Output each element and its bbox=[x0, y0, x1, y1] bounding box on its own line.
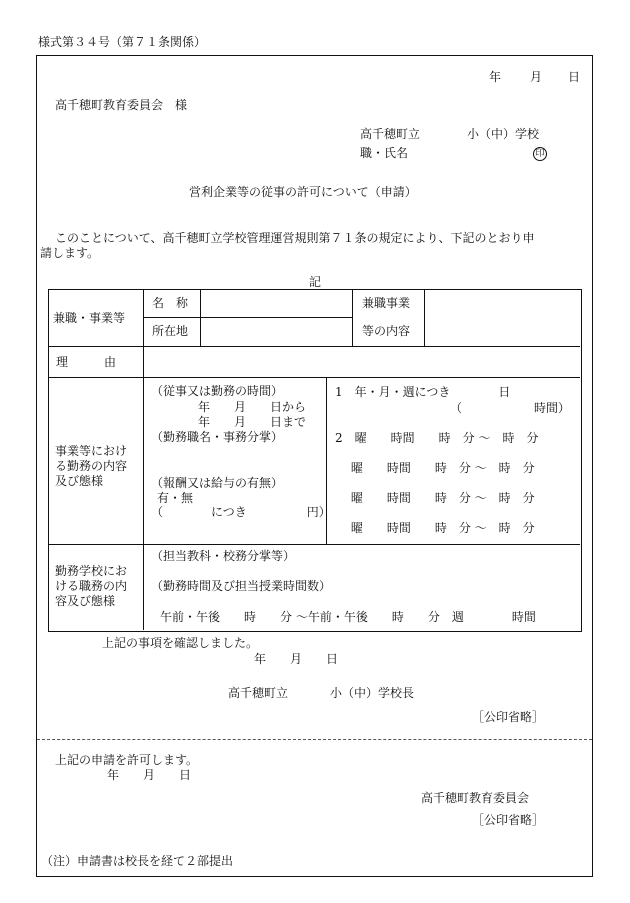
principal-suffix: 小（中）学校長 bbox=[330, 686, 415, 700]
hours-heading: （従事又は勤務の時間） bbox=[151, 384, 284, 398]
board-name: 高千穂町教育委員会 bbox=[421, 791, 530, 805]
approval-stamp-omitted: ［公印省略］ bbox=[472, 813, 545, 827]
date-day: 日 bbox=[568, 70, 581, 84]
date-year: 年 bbox=[489, 70, 502, 84]
schedule-item1-hours: （ 時間） bbox=[450, 401, 571, 415]
ki-label: 記 bbox=[309, 275, 322, 289]
title-name-label: 職・氏名 bbox=[360, 146, 409, 160]
addressee: 高千穂町教育委員会 様 bbox=[55, 98, 188, 112]
body-text-line2: 請します。 bbox=[40, 246, 100, 260]
confirmation-text: 上記の事項を確認しました。 bbox=[102, 636, 259, 650]
school-time-line: 午前・午後 時 分 ～午前・午後 時 分 週 時間 bbox=[160, 610, 536, 624]
side-job-label: 兼職・事業等 bbox=[53, 311, 126, 325]
applicant-school-suffix: 小（中）学校 bbox=[467, 127, 540, 141]
schedule-line-3: 曜 時間 時 分 ～ 時 分 bbox=[335, 491, 535, 505]
seal-mark: 印 bbox=[533, 146, 547, 161]
cut-line bbox=[37, 739, 592, 740]
hours-lessons-heading: （勤務時間及び担当授業時間数） bbox=[151, 579, 332, 593]
confirmation-stamp-omitted: ［公印省略］ bbox=[472, 710, 545, 724]
schedule-item1: 1 年・月・週につき 日 bbox=[335, 385, 511, 399]
work-label: 事業等におけ る勤務の内容 及び態様 bbox=[55, 444, 128, 488]
content-label-2: 等の内容 bbox=[362, 324, 411, 338]
pay-value: 有・無 bbox=[157, 491, 194, 505]
to-date-line: 年 月 日まで bbox=[198, 415, 307, 429]
document-title: 営利企業等の従事の許可について（申請） bbox=[189, 185, 417, 199]
date-month: 月 bbox=[530, 70, 543, 84]
schedule-line-1: 2 曜 時間 時 分 ～ 時 分 bbox=[335, 431, 539, 445]
footnote: （注）申請書は校長を経て２部提出 bbox=[41, 854, 234, 868]
from-date-line: 年 月 日から bbox=[198, 400, 307, 414]
duty-heading: （勤務職名・事務分掌） bbox=[151, 430, 284, 444]
content-label-1: 兼職事業 bbox=[362, 296, 411, 310]
name-label: 名 称 bbox=[152, 296, 189, 310]
subjects-heading: （担当教科・校務分掌等） bbox=[151, 549, 296, 563]
approval-date: 年 月 日 bbox=[107, 768, 192, 782]
pay-line: （ につき 円） bbox=[151, 505, 331, 519]
school-label: 勤務学校にお ける職務の内 容及び態様 bbox=[55, 564, 128, 608]
approval-text: 上記の申請を許可します。 bbox=[55, 753, 199, 767]
principal-prefix: 高千穂町立 bbox=[228, 686, 289, 700]
schedule-line-2: 曜 時間 時 分 ～ 時 分 bbox=[335, 461, 535, 475]
reason-label: 理 由 bbox=[56, 355, 117, 369]
form-number: 様式第３４号（第７１条関係） bbox=[38, 35, 207, 49]
schedule-line-4: 曜 時間 時 分 ～ 時 分 bbox=[335, 521, 535, 535]
pay-heading: （報酬又は給与の有無） bbox=[151, 476, 284, 490]
confirmation-date: 年 月 日 bbox=[254, 652, 339, 666]
applicant-school-prefix: 高千穂町立 bbox=[360, 127, 421, 141]
body-text-line1: このことについて、高千穂町立学校管理運営規則第７１条の規定により、下記のとおり申 bbox=[55, 231, 535, 245]
location-label: 所在地 bbox=[152, 324, 189, 338]
